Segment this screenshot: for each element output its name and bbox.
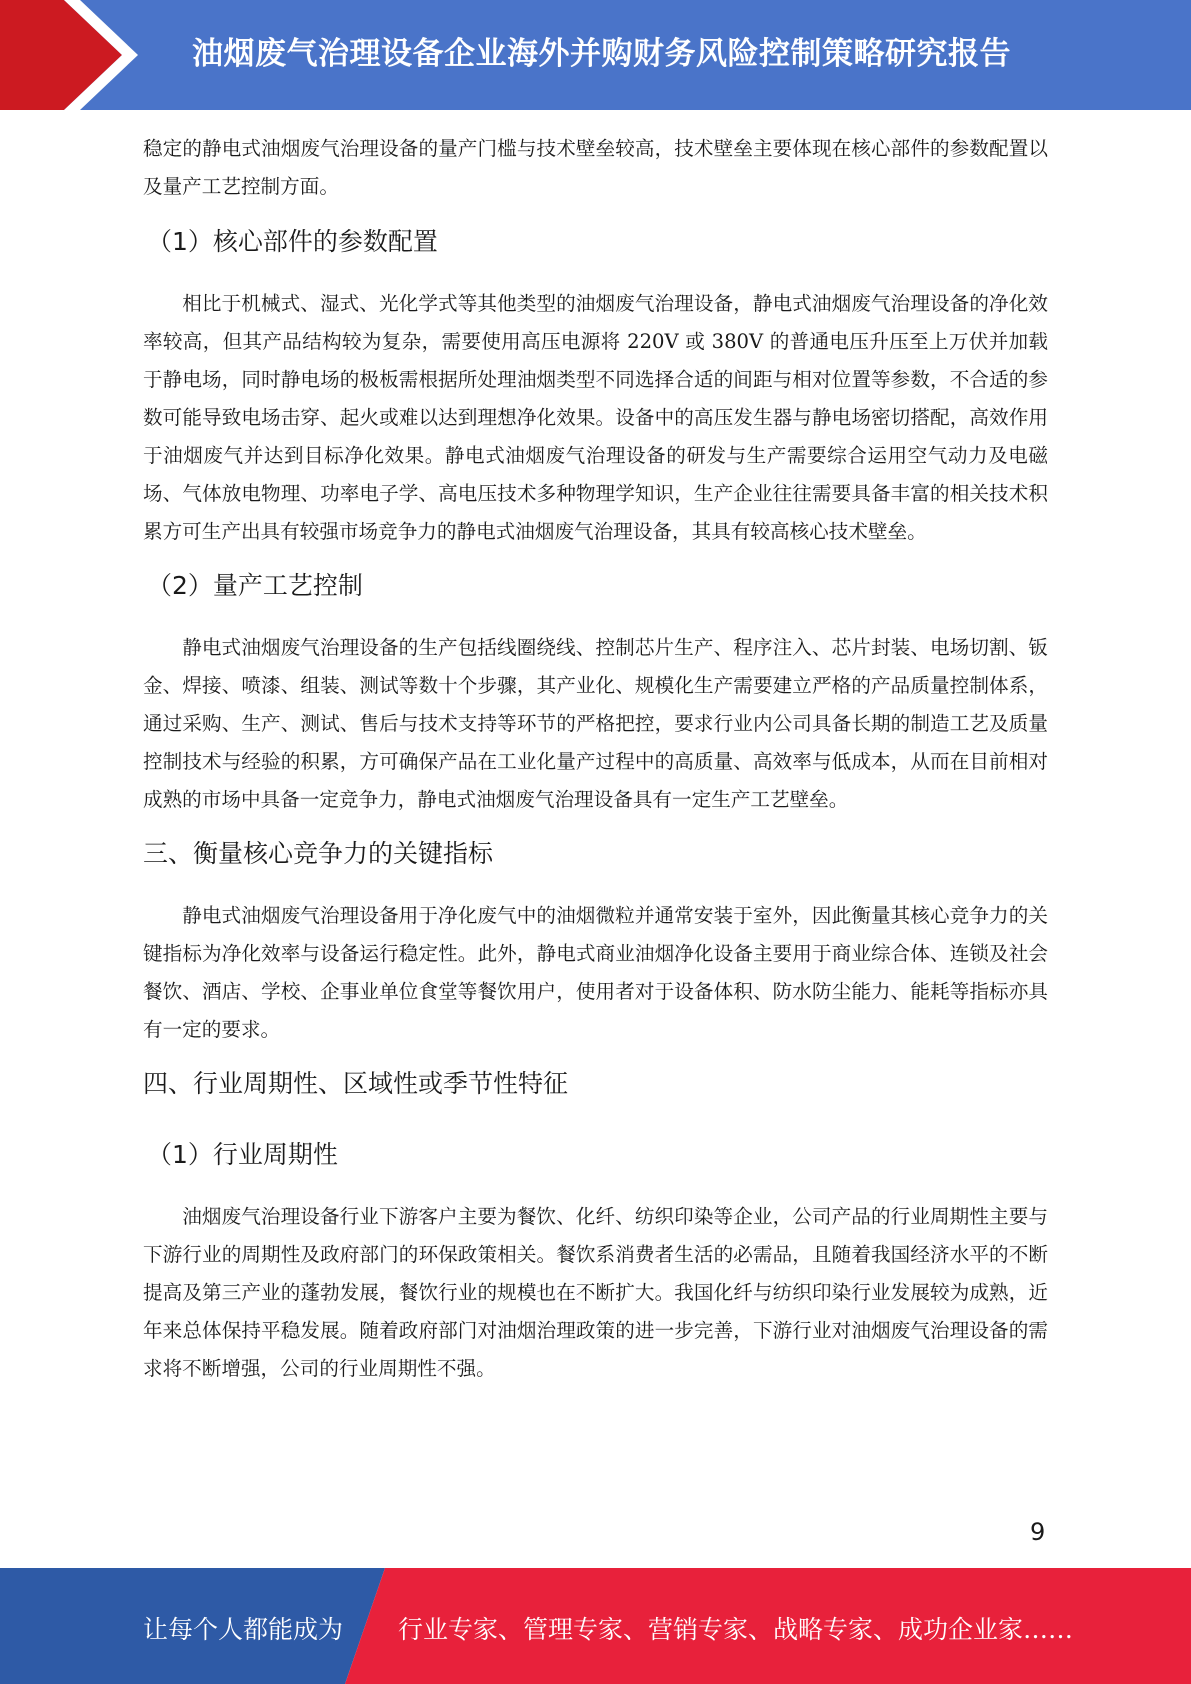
page-header (0, 0, 1191, 110)
intro-paragraph: 稳定的静电式油烟废气治理设备的量产门槛与技术壁垒较高，技术壁垒主要体现在核心部件的参数配置以及量产工艺控制方面。 (143, 137, 1048, 198)
page-footer (0, 1568, 1191, 1684)
page-number: 9 (1030, 1518, 1046, 1546)
section3-paragraph: 静电式油烟废气治理设备用于净化废气中的油烟微粒并通常安装于室外，因此衡量其核心竞争力的关键指标为净化效率与设备运行稳定性。此外，静电式商业油烟净化设备主要用于商业综合体、连锁及社会餐饮、酒店、学校、企事业单位食堂等餐饮用户，使用者对于设备体积、防水防尘能力、能耗等指标亦具有一定的要求。 (143, 904, 1048, 1041)
footer-slogan-left: 让每个人都能成为 (143, 1615, 344, 1644)
section4-sub1-paragraph: 油烟废气治理设备行业下游客户主要为餐饮、化纤、纺织印染等企业，公司产品的行业周期性主要与下游行业的周期性及政府部门的环保政策相关。餐饮系消费者生活的必需品，且随着我国经济水平的不断提高及第三产业的蓬勃发展，餐饮行业的规模也在不断扩大。我国化纤与纺织印染行业发展较为成熟，近年来总体保持平稳发展。随着政府部门对油烟治理政策的进一步完善，下游行业对油烟废气治理设备的需求将不断增强，公司的行业周期性不强。 (143, 1205, 1048, 1380)
report-title: 油烟废气治理设备企业海外并购财务风险控制策略研究报告 (192, 36, 1011, 72)
section3-heading: 三、衡量核心竞争力的关键指标 (143, 839, 494, 868)
main-content (143, 130, 1048, 1388)
section1-paragraph: 相比于机械式、湿式、光化学式等其他类型的油烟废气治理设备，静电式油烟废气治理设备的净化效率较高，但其产品结构较为复杂，需要使用高压电源将 220V 或 380V 的普通电压升压至上万伏并加载于静电场，同时静电场的极板需根据所处理油烟类型不同选择合适的间距与相对位置等参数，不合适的参数可能导致电场击穿、起火或难以达到理想净化效果。设备中的高压发生器与静电场密切搭配，高效作用于油烟废气并达到目标净化效果。静电式油烟废气治理设备的研发与生产需要综合运用空气动力及电磁场、气体放电物理、功率电子学、高电压技术多种物理学知识，生产企业往往需要具备丰富的相关技术积累方可生产出具有较强市场竞争力的静电式油烟废气治理设备，其具有较高核心技术壁垒。 (143, 292, 1048, 543)
footer-slogan-right: 行业专家、管理专家、营销专家、战略专家、成功企业家…… (398, 1615, 1074, 1644)
section2-heading: （2）量产工艺控制 (147, 571, 363, 600)
section4-sub1-heading: （1）行业周期性 (147, 1140, 338, 1169)
section2-paragraph: 静电式油烟废气治理设备的生产包括线圈绕线、控制芯片生产、程序注入、芯片封装、电场切割、钣金、焊接、喷漆、组装、测试等数十个步骤，其产业化、规模化生产需要建立严格的产品质量控制体系，通过采购、生产、测试、售后与技术支持等环节的严格把控，要求行业内公司具备长期的制造工艺及质量控制技术与经验的积累，方可确保产品在工业化量产过程中的高质量、高效率与低成本，从而在目前相对成熟的市场中具备一定竞争力，静电式油烟废气治理设备具有一定生产工艺壁垒。 (143, 636, 1048, 811)
header-chevron-icon (0, 0, 160, 110)
section1-heading: （1）核心部件的参数配置 (147, 227, 438, 256)
section4-heading: 四、行业周期性、区域性或季节性特征 (143, 1069, 569, 1098)
